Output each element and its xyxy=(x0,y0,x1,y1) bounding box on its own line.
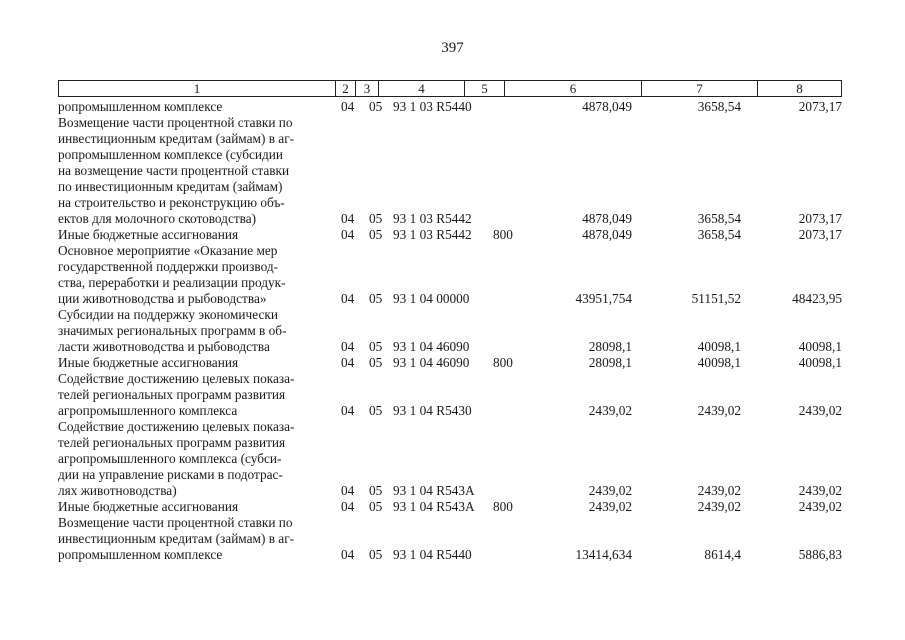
subsection-code: 05 xyxy=(369,547,383,562)
amount-col-8: 5886,83 xyxy=(798,547,842,562)
amount-col-8: 2439,02 xyxy=(798,483,842,498)
expense-type-code: 800 xyxy=(493,499,513,514)
description-line: ропромышленном комплексе xyxy=(58,547,223,562)
row-values xyxy=(58,355,842,371)
table-row xyxy=(58,371,842,419)
target-article-code: 93 1 04 R5430 xyxy=(393,403,472,418)
description-line: агропромышленного комплекса xyxy=(58,403,238,418)
amount-col-8: 2073,17 xyxy=(798,99,842,114)
subsection-code: 05 xyxy=(369,227,383,242)
amount-col-6: 43951,754 xyxy=(575,291,632,306)
description-line: государственной поддержки производ- xyxy=(58,259,279,274)
description-line: Возмещение части процентной ставки по xyxy=(58,115,293,130)
section-code: 04 xyxy=(341,355,355,370)
table-header xyxy=(58,80,842,97)
row-values xyxy=(58,227,842,243)
target-article-code: 93 1 03 R5442 xyxy=(393,227,472,242)
row-values xyxy=(58,211,842,227)
description-line: ства, переработки и реализации продук- xyxy=(58,275,286,290)
subsection-code: 05 xyxy=(369,211,383,226)
amount-col-6: 2439,02 xyxy=(588,499,632,514)
amount-col-6: 13414,634 xyxy=(575,547,632,562)
description-line: Содействие достижению целевых показа- xyxy=(58,419,295,434)
description-line: лях животноводства) xyxy=(58,483,177,498)
amount-col-7: 2439,02 xyxy=(697,499,741,514)
expense-type-code: 800 xyxy=(493,355,513,370)
amount-col-6: 2439,02 xyxy=(588,483,632,498)
amount-col-6: 4878,049 xyxy=(582,99,632,114)
amount-col-8: 2439,02 xyxy=(798,403,842,418)
description-line: Основное мероприятие «Оказание мер xyxy=(58,243,278,258)
description-line: Иные бюджетные ассигнования xyxy=(58,499,239,514)
header-col-1: 1 xyxy=(59,81,336,96)
amount-col-6: 4878,049 xyxy=(582,227,632,242)
amount-col-7: 8614,4 xyxy=(704,547,741,562)
header-col-5: 5 xyxy=(465,81,505,96)
description-line: на возмещение части процентной ставки xyxy=(58,163,290,178)
description-line: Субсидии на поддержку экономически xyxy=(58,307,278,322)
subsection-code: 05 xyxy=(369,355,383,370)
amount-col-6: 28098,1 xyxy=(588,355,632,370)
description-line: Содействие достижению целевых показа- xyxy=(58,371,295,386)
amount-col-6: 2439,02 xyxy=(588,403,632,418)
description-line: телей региональных программ развития xyxy=(58,387,286,402)
description-line: ции животноводства и рыбоводства» xyxy=(58,291,267,306)
target-article-code: 93 1 04 46090 xyxy=(393,355,470,370)
subsection-code: 05 xyxy=(369,403,383,418)
description-line: Иные бюджетные ассигнования xyxy=(58,355,239,370)
target-article-code: 93 1 03 R5442 xyxy=(393,211,472,226)
description-line: дии на управление рисками в подотрас- xyxy=(58,467,283,482)
description-line: по инвестиционным кредитам (займам) xyxy=(58,179,283,194)
amount-col-7: 2439,02 xyxy=(697,403,741,418)
amount-col-6: 4878,049 xyxy=(582,211,632,226)
table-row xyxy=(58,355,842,371)
subsection-code: 05 xyxy=(369,291,383,306)
target-article-code: 93 1 04 00000 xyxy=(393,291,470,306)
target-article-code: 93 1 04 46090 xyxy=(393,339,470,354)
section-code: 04 xyxy=(341,99,355,114)
target-article-code: 93 1 04 R543A xyxy=(393,483,475,498)
table-row xyxy=(58,499,842,515)
section-code: 04 xyxy=(341,339,355,354)
amount-col-8: 48423,95 xyxy=(792,291,842,306)
section-code: 04 xyxy=(341,291,355,306)
expense-type-code: 800 xyxy=(493,227,513,242)
subsection-code: 05 xyxy=(369,499,383,514)
amount-col-7: 3658,54 xyxy=(697,227,741,242)
row-values xyxy=(58,339,842,355)
description-line: телей региональных программ развития xyxy=(58,435,286,450)
header-col-8: 8 xyxy=(796,81,803,96)
description-line: ласти животноводства и рыбоводства xyxy=(58,339,270,354)
description-line: инвестиционным кредитам (займам) в аг- xyxy=(58,531,295,546)
description-line: на строительство и реконструкцию объ- xyxy=(58,195,285,210)
section-code: 04 xyxy=(341,499,355,514)
amount-col-8: 2073,17 xyxy=(798,227,842,242)
row-values xyxy=(58,547,842,563)
description-line: ропромышленном комплексе xyxy=(58,99,223,114)
subsection-code: 05 xyxy=(369,99,383,114)
description-line: ропромышленном комплексе (субсидии xyxy=(58,147,284,162)
amount-col-7: 2439,02 xyxy=(697,483,741,498)
amount-col-8: 2439,02 xyxy=(798,499,842,514)
row-values xyxy=(58,99,842,115)
description-line: ектов для молочного скотоводства) xyxy=(58,211,257,226)
amount-col-7: 3658,54 xyxy=(697,99,741,114)
amount-col-6: 28098,1 xyxy=(588,339,632,354)
table-row xyxy=(58,515,842,563)
header-col-7: 7 xyxy=(642,81,758,96)
amount-col-8: 40098,1 xyxy=(798,355,842,370)
subsection-code: 05 xyxy=(369,483,383,498)
amount-col-8: 2073,17 xyxy=(798,211,842,226)
table-row xyxy=(58,307,842,355)
row-values xyxy=(58,403,842,419)
amount-col-7: 40098,1 xyxy=(697,355,741,370)
row-values xyxy=(58,291,842,307)
target-article-code: 93 1 04 R543A xyxy=(393,499,475,514)
description-line: инвестиционным кредитам (займам) в аг- xyxy=(58,131,295,146)
description-line: Возмещение части процентной ставки по xyxy=(58,515,293,530)
description-line: агропромышленного комплекса (субси- xyxy=(58,451,282,466)
target-article-code: 93 1 04 R5440 xyxy=(393,547,472,562)
header-col-2: 2 xyxy=(336,81,356,96)
amount-col-7: 3658,54 xyxy=(697,211,741,226)
amount-col-7: 40098,1 xyxy=(697,339,741,354)
row-values xyxy=(58,499,842,515)
header-col-4: 4 xyxy=(379,81,465,96)
table-row xyxy=(58,419,842,499)
target-article-code: 93 1 03 R5440 xyxy=(393,99,472,114)
row-values xyxy=(58,483,842,499)
table-row xyxy=(58,243,842,307)
section-code: 04 xyxy=(341,547,355,562)
page-number: 397 xyxy=(441,40,464,56)
section-code: 04 xyxy=(341,483,355,498)
description-line: Иные бюджетные ассигнования xyxy=(58,227,239,242)
section-code: 04 xyxy=(341,211,355,226)
table-row xyxy=(58,227,842,243)
table-row xyxy=(58,99,842,115)
section-code: 04 xyxy=(341,227,355,242)
header-col-3: 3 xyxy=(356,81,379,96)
section-code: 04 xyxy=(341,403,355,418)
header-col-6: 6 xyxy=(505,81,642,96)
table-row xyxy=(58,115,842,227)
table-body xyxy=(58,99,842,563)
description-line: значимых региональных программ в об- xyxy=(58,323,287,338)
subsection-code: 05 xyxy=(369,339,383,354)
amount-col-7: 51151,52 xyxy=(691,291,741,306)
amount-col-8: 40098,1 xyxy=(798,339,842,354)
